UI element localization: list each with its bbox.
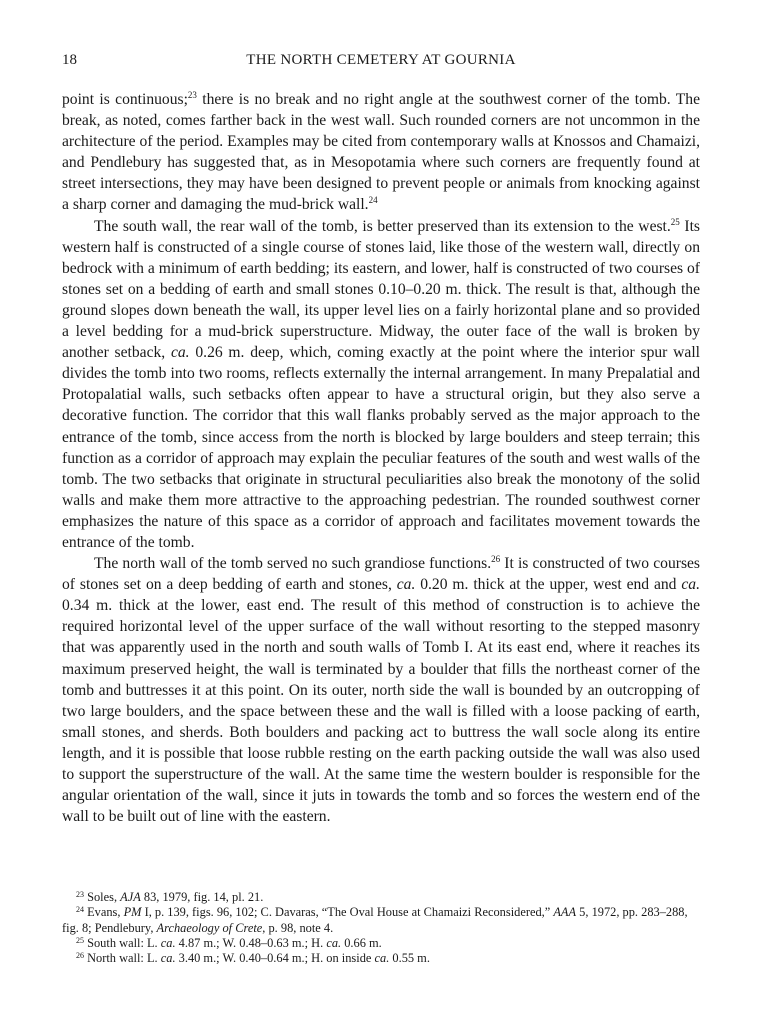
- footnote-ref: 25: [670, 216, 680, 227]
- italic-text: ca.: [681, 576, 700, 594]
- body-text: [62, 89, 700, 827]
- text-run: 0.20 m. thick at the upper, west end and: [415, 576, 682, 594]
- text-run: , p. 98, note 4.: [262, 920, 334, 935]
- text-run: point is continuous;: [62, 91, 188, 108]
- italic-text: AAA: [553, 905, 577, 920]
- footnote-ref: 26: [491, 554, 501, 565]
- text-run: North wall: L.: [84, 951, 161, 966]
- text-run: 0.26 m. deep, which, coming exactly at the point where the interior spur wall divides the tomb into two rooms, reflects externally the internal arrangement. In many Prepalatial and Protopalatial walls, such setbacks often appear to have a structural origin, but they also serve a decorative function. The corridor that this wall flanks probably served as the major approach to the entrance of the tomb, since access from the north is blocked by large boulders and steep terrain; this function as a corridor of approach may explain the peculiar features of the south and west walls of the tomb. The two setbacks that originate in structural peculiarities also break the monotony of the solid walls and make them more attractive to the approaching pedestrian. The rounded southwest corner emphasizes the nature of this space as a corridor of approach and facilitates movement towards the entrance of the tomb.: [62, 344, 700, 551]
- text-run: 0.55 m.: [389, 951, 430, 966]
- footnote-ref: 25: [76, 935, 84, 945]
- footnote: [62, 936, 700, 951]
- footnote-ref: 24: [76, 905, 84, 915]
- text-run: Its western half is constructed of a single course of stones laid, like those of the western wall, directly on bedrock with a minimum of earth bedding; its eastern, and lower, half is constructed of two courses of stones set on a bedding of earth and small stones 0.10–0.20 m. thick. The result is that, although the ground slopes down beneath the wall, its upper level lies on a fairly horizontal plane and so provided a level bedding for a mud-brick superstructure. Midway, the outer face of the wall is broken by another setback,: [62, 217, 701, 362]
- footnotes: [62, 890, 700, 966]
- italic-text: AJA: [120, 890, 141, 904]
- italic-text: Archaeology of Crete: [156, 920, 263, 935]
- footnote-ref: 23: [187, 90, 197, 100]
- text-run: Soles,: [84, 890, 121, 904]
- body-paragraph: [62, 216, 700, 554]
- text-run: there is no break and no right angle at the southwest corner of the tomb. The break, as noted, comes farther back in the west wall. Such rounded corners are not uncommon in the architecture of the period. Examples may be cited from contemporary walls at Knossos and Chamaizi, and Pendlebury has suggested that, as in Mesopotamia where such corners are frequently found at street intersections, they may have been designed to prevent people or animals from knocking against a sharp corner and damaging the mud-brick wall.: [62, 91, 700, 214]
- body-paragraph: [62, 89, 700, 216]
- text-run: Evans,: [84, 905, 124, 920]
- text-run: It is constructed of two courses of stones set on a deep bedding of earth and stones,: [62, 555, 700, 594]
- italic-text: PM: [123, 905, 142, 920]
- italic-text: ca.: [396, 576, 416, 594]
- text-run: 3.40 m.; W. 0.40–0.64 m.; H. on inside: [175, 951, 375, 966]
- italic-text: ca.: [326, 935, 342, 950]
- running-title: THE NORTH CEMETERY AT GOURNIA: [246, 52, 516, 68]
- text-run: 5, 1972, pp. 283–288, fig. 8; Pendlebury,: [62, 905, 688, 935]
- running-header: [62, 52, 700, 72]
- footnote: [62, 905, 700, 936]
- footnote-ref: 24: [368, 195, 378, 206]
- footnote: [62, 890, 700, 905]
- text-run: 0.34 m. thick at the lower, east end. The result of this method of construction is to achieve the required horizontal level of the upper surface of the wall without resorting to the stepped masonry that was apparently used in the north and south walls of Tomb I. At its east end, where it reaches its maximum preserved height, the wall is terminated by a boulder that fills the northeast corner of the tomb and buttresses it at this point. On its outer, north side the wall is bounded by an outcropping of two large boulders, and the space between these and the wall is filled with a loose packing of earth, small stones, and sherds. Both boulders and packing act to buttress the wall socle along its entire length, and it is possible that loose rubble resting on the earth packing outside the wall was also used to support the superstructure of the wall. At the same time the western boulder is responsible for the angular orientation of the wall, since it juts in towards the tomb and so forces the western end of the wall to be built out of line with the eastern.: [62, 597, 700, 826]
- text-run: 83, 1979, fig. 14, pl. 21.: [140, 890, 264, 904]
- italic-text: ca.: [160, 935, 176, 950]
- page-number: 18: [62, 52, 77, 68]
- footnote-ref: 23: [76, 890, 84, 899]
- text-run: I, p. 139, figs. 96, 102; C. Davaras, “The Oval House at Chamaizi Reconsidered,”: [141, 905, 554, 920]
- text-run: The south wall, the rear wall of the tomb, is better preserved than its extension to the west.: [94, 217, 671, 235]
- text-run: South wall: L.: [84, 935, 161, 950]
- footnote: [62, 951, 700, 966]
- italic-text: ca.: [374, 951, 390, 966]
- italic-text: ca.: [170, 344, 190, 362]
- footnote-ref: 26: [76, 951, 84, 961]
- text-run: The north wall of the tomb served no such grandiose functions.: [94, 555, 492, 573]
- italic-text: ca.: [160, 951, 176, 966]
- text-run: 4.87 m.; W. 0.48–0.63 m.; H.: [175, 935, 327, 950]
- text-run: 0.66 m.: [341, 935, 382, 950]
- body-paragraph: [62, 553, 700, 827]
